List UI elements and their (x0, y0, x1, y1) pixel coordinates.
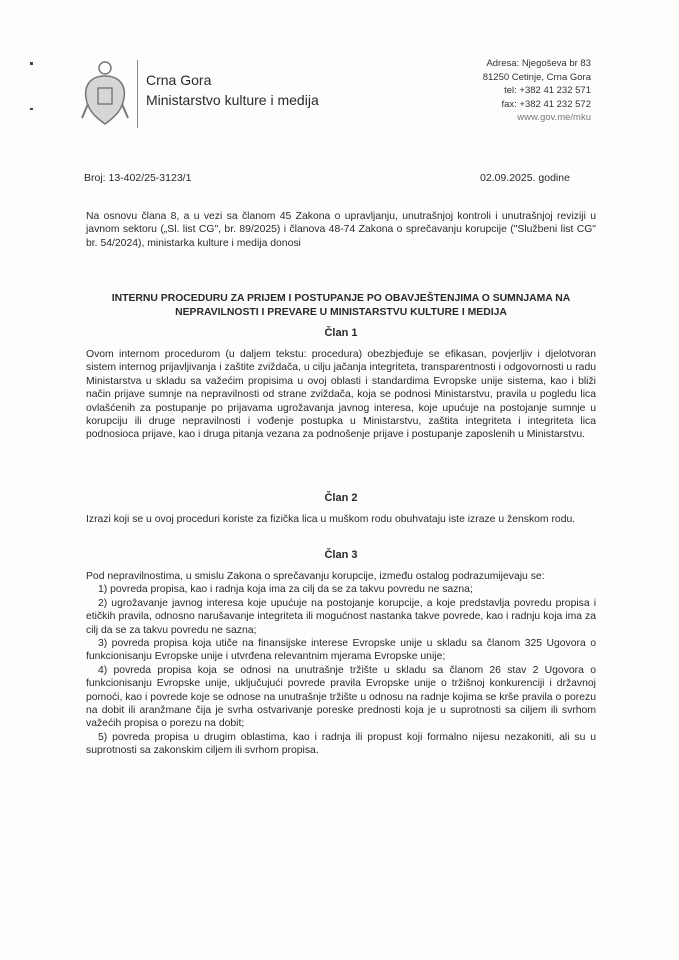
article-3-body (86, 570, 596, 758)
contact-block (483, 57, 591, 125)
coat-of-arms-logo (80, 58, 130, 130)
list-item: 2) ugrožavanje javnog interesa koje upućuje na postojanje korupcije, a koje predstavlja povredu propisa i etičkih pravila, odnosno narušavanje integriteta ili mogućnost nastanka takve povrede, kao i radnju koja ima za cilj da se za takvu povredu ne sazna; (86, 597, 596, 636)
scan-mark (30, 108, 33, 110)
list-item: 1) povreda propisa, kao i radnja koja ima za cilj da se za takvu povredu ne sazna; (98, 584, 473, 596)
phone-line: tel: +382 41 232 571 (504, 85, 591, 96)
article-1-text: Ovom internom procedurom (u daljem tekstu: procedura) obezbjeđuje se efikasan, povjerljiv i djelotvoran sistem internog prijavljivanja i zaštite zviždača, u cilju jačanja integriteta, transparentnosti i odgovornosti u radu Ministarstva u skladu sa važećim propisima u ovoj oblasti i standardima Evropske unije sistema, kao i bliži način prijave sumnje na nepravilnosti od strane zviždača, koja se podnosi Ministarstvu, pravila u pogledu lica ovlašćenih za postupanje po prijavama ugrožavanja javnog interesa, koje upućuje na postojanje sumnje u korupciju ili druge nepravilnosti i vođenje postupka u Ministarstvu, zaštita integriteta i integriteta lica podnosioca prijave, kao i druga pitanja vezana za podnošenje prijave i postupanje zaposlenih u Ministarstvu. (86, 349, 596, 441)
list-item: 4) povreda propisa koja se odnosi na unutrašnje tržište u skladu sa članom 26 stav 2 Ugovora o funkcionisanju Evropske unije, uključujući povrede pravila Evropske unije o tržišnoj konkurenciji i državnoj pomoći, kao i povrede koje se odnose na unutrašnje tržište u odnosu na radnje kojima se krše pravila o porezu na dobit ili aranžmane čija je svrha ostvarivanje poreske prednosti koja je u suprotnosti sa ciljem ili svrhom važećih propisa o porezu na dobit; (86, 664, 596, 730)
list-item: 3) povreda propisa koja utiče na finansijske interese Evropske unije u skladu sa članom 325 Ugovora o funkcionisanju Evropske unije i utvrđena relevantnim mjerama Evropske unije; (86, 638, 596, 663)
city-line: 81250 Cetinje, Crna Gora (482, 71, 591, 83)
ministry-name: Ministarstvo kulture i medija (146, 92, 319, 108)
address-line: Adresa: Njegoševa br 83 (486, 58, 591, 69)
article-1-heading: Član 1 (324, 327, 358, 339)
website-link[interactable]: www.gov.me/mku (517, 112, 591, 123)
reference-number: Broj: 13-402/25-3123/1 (84, 172, 192, 184)
document-date: 02.09.2025. godine (480, 172, 570, 184)
header-divider (137, 60, 138, 128)
article-3-intro: Pod nepravilnostima, u smislu Zakona o sprečavanju korupcije, između ostalog podrazumijevaju se: (86, 571, 545, 582)
article-2-text: Izrazi koji se u ovoj proceduri koriste za fizička lica u muškom rodu obuhvataju iste izraze u ženskom rodu. (86, 514, 576, 525)
document-title: INTERNU PROCEDURU ZA PRIJEM I POSTUPANJE PO OBAVJEŠTENJIMA O SUMNJAMA NA NEPRAVILNOSTI I PREVARE U MINISTARSTVU KULTURE I MEDIJA (111, 293, 571, 318)
scan-mark (30, 62, 33, 65)
preamble: Na osnovu člana 8, a u vezi sa članom 45 Zakona o upravljanju, unutrašnjoj kontroli i unutrašnjoj reviziji u javnom sektoru („Sl. list CG", br. 89/2025) i članova 48-74 Zakona o sprečavanju korupcije ("Službeni list CG" br. 54/2024), ministarka kulture i medija donosi (86, 211, 596, 249)
country-name: Crna Gora (146, 72, 212, 88)
article-3-heading: Član 3 (324, 549, 358, 561)
list-item: 5) povreda propisa u drugim oblastima, kao i radnja ili propust koji formalno nijesu nezakoniti, ali su u suprotnosti sa zakonskim ciljem ili svrhom propisa. (86, 731, 596, 757)
article-2-heading: Član 2 (324, 492, 358, 504)
fax-line: fax: +382 41 232 572 (501, 98, 591, 110)
